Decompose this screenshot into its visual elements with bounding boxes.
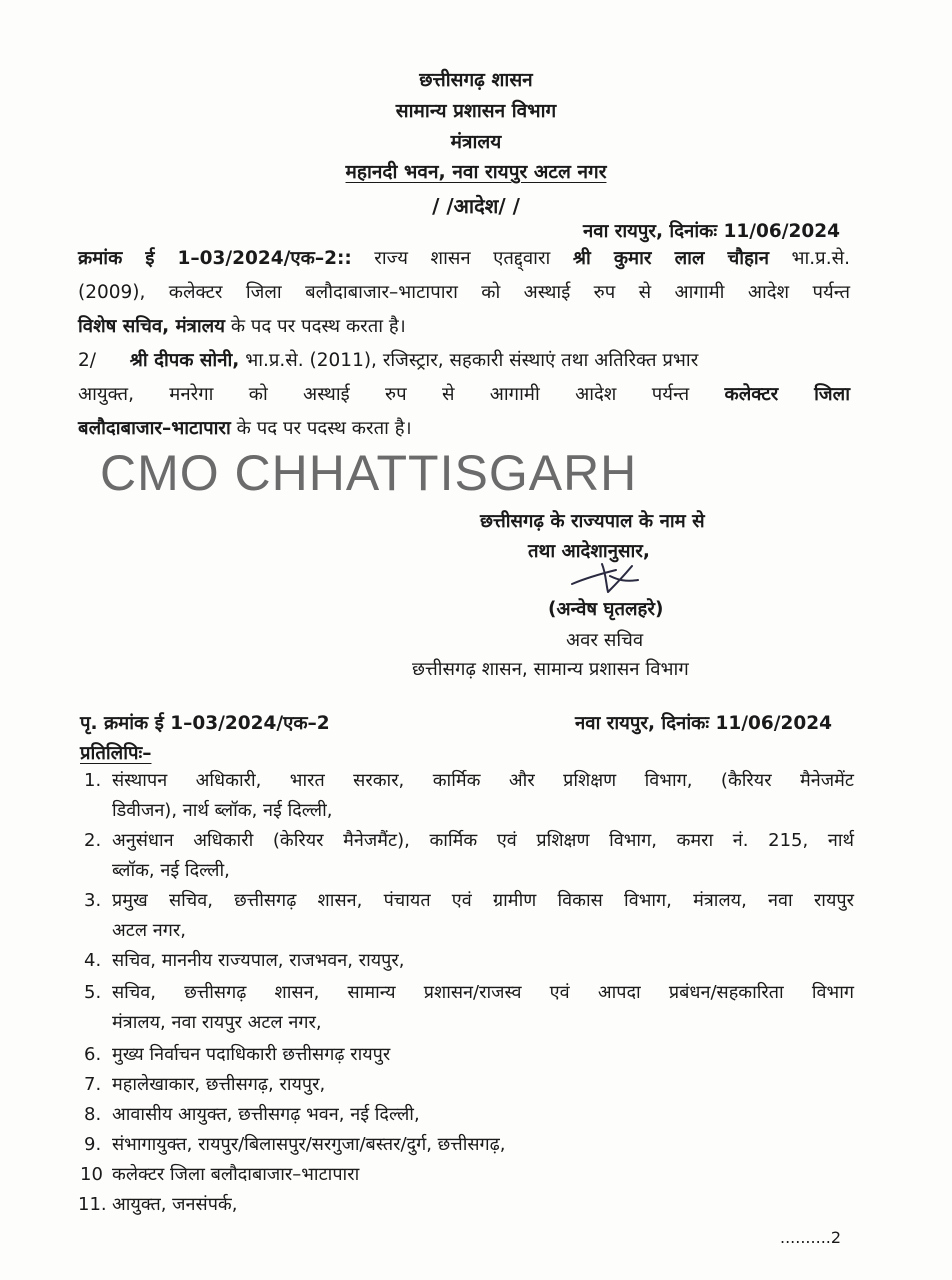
signatory-department: छत्तीसगढ़ शासन, सामान्य प्रशासन विभाग — [412, 659, 689, 680]
endorsement-ref-no: पृ. क्रमांक ई 1–03/2024/एक–2 — [80, 713, 330, 734]
list-item-num: 6. — [84, 1044, 102, 1065]
endorsement-place-date: नवा रायपुर, दिनांकः 11/06/2024 — [575, 713, 832, 734]
ministry-name: मंत्रालय — [450, 131, 502, 153]
list-item-num: 4. — [84, 950, 102, 971]
officer2-name: श्री दीपक सोनी, — [129, 350, 240, 371]
post1: विशेष सचिव, मंत्रालय — [78, 316, 225, 337]
list-item-line1: आवासीय आयुक्त, छत्तीसगढ़ भवन, नई दिल्ली, — [112, 1104, 420, 1125]
list-item-num: 11. — [78, 1194, 107, 1215]
list-item-num: 1. — [84, 770, 102, 791]
list-item-line1: महालेखाकार, छत्तीसगढ़, रायपुर, — [112, 1074, 326, 1095]
address-line — [0, 158, 952, 184]
list-item-line1: संस्थापन अधिकारी, भारत सरकार, कार्मिक और प्रशिक्षण विभाग, (कैरियर मैनेजमेंट — [112, 770, 854, 791]
list-item-num: 9. — [84, 1134, 102, 1155]
govt-name: छत्तीसगढ़ शासन — [419, 69, 533, 91]
list-item-num: 8. — [84, 1104, 102, 1125]
order-ref-no: क्रमांक ई 1–03/2024/एक–2:: — [78, 248, 352, 269]
list-item-line2: ब्लॉक, नई दिल्ली, — [112, 860, 230, 881]
post2a: कलेक्टर जिला — [724, 384, 850, 405]
department-name: सामान्य प्रशासन विभाग — [395, 100, 557, 122]
list-item-num: 10 — [80, 1164, 103, 1185]
signature-line2: तथा आदेशानुसार, — [528, 541, 650, 562]
signatory-name: (अन्वेष घृतलहरे) — [548, 599, 664, 620]
signatory-designation: अवर सचिव — [566, 630, 644, 651]
order-place-date: नवा रायपुर, दिनांकः 11/06/2024 — [583, 221, 840, 242]
list-item-line1: प्रमुख सचिव, छत्तीसगढ़ शासन, पंचायत एवं ग्रामीण विकास विभाग, मंत्रालय, नवा रायपुर — [112, 890, 854, 911]
para2-line3 — [78, 412, 850, 446]
post2b: बलौदाबाजार–भाटापारा — [78, 418, 231, 439]
watermark-text: CMO CHHATTISGARH — [100, 445, 638, 501]
list-item-line1: मुख्य निर्वाचन पदाधिकारी छत्तीसगढ़ रायपुर — [112, 1044, 391, 1065]
para1-text: राज्य शासन एतद्द्वारा — [374, 248, 551, 269]
list-item-num: 3. — [84, 890, 102, 911]
list-item-line1: सचिव, छत्तीसगढ़ शासन, सामान्य प्रशासन/राजस्व एवं आपदा प्रबंधन/सहकारिता विभाग — [112, 982, 854, 1003]
para2-line2 — [78, 378, 850, 412]
para2-num: 2/ — [78, 350, 97, 371]
copy-label — [80, 740, 151, 765]
address-text: महानदी भवन, नवा रायपुर अटल नगर — [345, 161, 607, 183]
list-item-line1: आयुक्त, जनसंपर्क, — [112, 1194, 238, 1215]
list-item-line1: कलेक्टर जिला बलौदाबाजार–भाटापारा — [112, 1164, 360, 1185]
list-item-line2: मंत्रालय, नवा रायपुर अटल नगर, — [112, 1012, 322, 1033]
para2-end: के पद पर पदस्थ करता है। — [236, 418, 412, 439]
officer1-service: भा.प्र.से. — [791, 248, 850, 269]
para2-line2-text: आयुक्त, मनरेगा को अस्थाई रुप से आगामी आदेश पर्यन्त — [78, 384, 690, 405]
para1-line3 — [78, 310, 850, 344]
signature-scribble-icon — [566, 560, 646, 596]
order-title: / /आदेश/ / — [432, 194, 520, 218]
page-continuation-marker: ..........2 — [780, 1228, 842, 1247]
list-item-num: 7. — [84, 1074, 102, 1095]
para2-line1 — [78, 344, 850, 378]
list-item-line1: संभागायुक्त, रायपुर/बिलासपुर/सरगुजा/बस्तर/दुर्ग, छत्तीसगढ़, — [112, 1134, 506, 1155]
para2-line1-rest: भा.प्र.से. (2011), रजिस्ट्रार, सहकारी संस्थाएं तथा अतिरिक्त प्रभार — [245, 350, 699, 371]
para1-line2: (2009), कलेक्टर जिला बलौदाबाजार–भाटापारा को अस्थाई रुप से आगामी आदेश पर्यन्त — [78, 282, 850, 303]
signature-line1: छत्तीसगढ़ के राज्यपाल के नाम से — [480, 511, 705, 532]
list-item-line1: सचिव, माननीय राज्यपाल, राजभवन, रायपुर, — [112, 950, 405, 971]
officer1-name: श्री कुमार लाल चौहान — [572, 248, 769, 269]
list-item-num: 5. — [84, 982, 102, 1003]
list-item-line1: अनुसंधान अधिकारी (केरियर मैनेजमैंट), कार्मिक एवं प्रशिक्षण विभाग, कमरा नं. 215, नार्थ — [112, 830, 854, 851]
list-item-num: 2. — [84, 830, 102, 851]
para1-end: के पद पर पदस्थ करता है। — [230, 316, 406, 337]
copy-label-text: प्रतिलिपिः– — [80, 743, 152, 764]
list-item-line2: डिवीजन), नार्थ ब्लॉक, नई दिल्ली, — [112, 800, 333, 821]
list-item-line2: अटल नगर, — [112, 920, 186, 941]
para1-line1 — [78, 242, 850, 276]
